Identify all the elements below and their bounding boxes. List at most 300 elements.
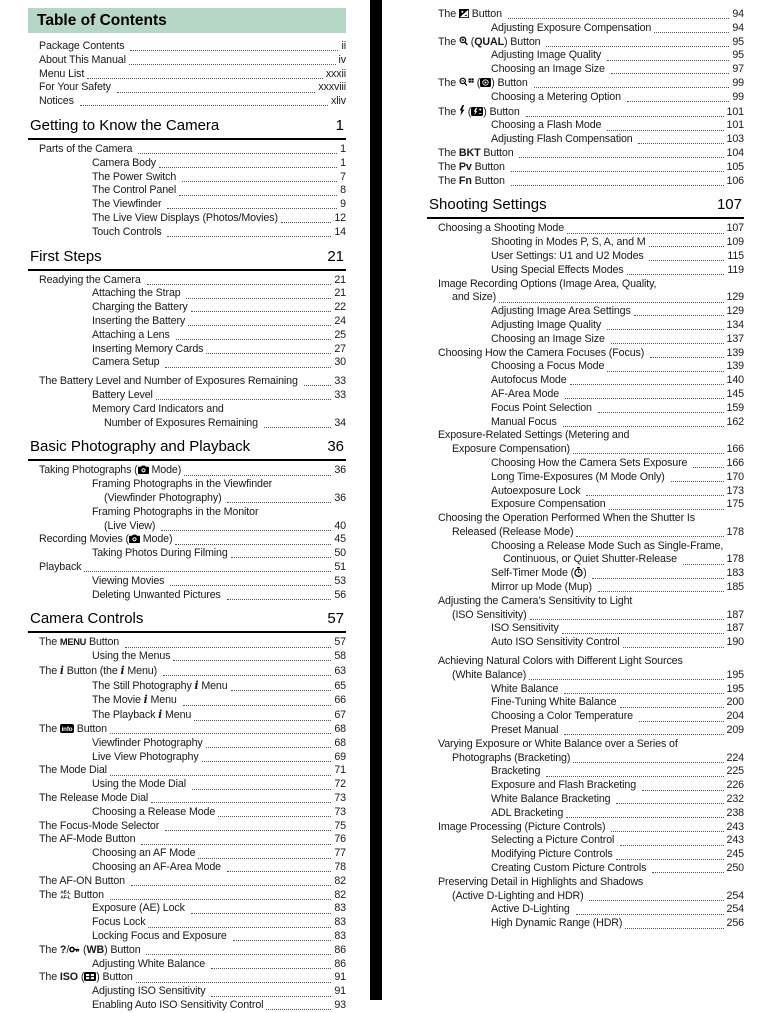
- entry-text: Menu: [147, 694, 180, 707]
- toc-entry-label: Framing Photographs in the Viewfinder: [92, 478, 273, 491]
- leader-dots: [87, 78, 323, 79]
- zoom-out-thumbnail-icon: [459, 77, 474, 87]
- toc-entry-label: (Active D-Lighting and HDR): [452, 889, 587, 902]
- toc-entry-label: Bracketing: [491, 765, 544, 778]
- toc-entry: [28, 679, 346, 694]
- leader-dots: [650, 357, 723, 358]
- page-number: 30: [334, 356, 346, 369]
- toc-entry: [427, 738, 744, 752]
- page-number: iv: [338, 53, 346, 66]
- page-number: 27: [334, 342, 346, 355]
- entry-text: Taking Photographs (: [39, 464, 138, 477]
- page-number: 33: [334, 375, 346, 388]
- toc-entry-label: (White Balance): [452, 668, 527, 681]
- page-number: 134: [726, 318, 744, 331]
- leader-dots: [191, 913, 332, 914]
- page-number: 140: [726, 374, 744, 387]
- flash-comp-icon: [471, 107, 483, 116]
- toc-section: [28, 607, 346, 1013]
- entry-text: (: [467, 35, 475, 48]
- toc-entry-label: Notices: [39, 95, 77, 108]
- button-label-token: i: [194, 678, 199, 692]
- toc-entry-label: The Control Panel: [92, 184, 177, 197]
- toc-entry: [427, 133, 744, 147]
- toc-entry: [28, 693, 346, 708]
- toc-entry-label: Exposure-Related Settings (Metering and: [438, 429, 630, 442]
- toc-entry: [427, 765, 744, 779]
- toc-entry: [28, 792, 346, 806]
- button-label-token: Fn: [458, 174, 472, 187]
- leader-dots: [529, 679, 723, 680]
- toc-entry-label: (ISO Sensitivity): [452, 608, 527, 621]
- toc-entry-label: Choosing a Shooting Mode: [438, 222, 565, 235]
- toc-section: [427, 193, 744, 931]
- toc-entry: [427, 609, 744, 623]
- toc-entry: [427, 22, 744, 36]
- page-number: 190: [726, 636, 744, 649]
- toc-entry: [28, 143, 346, 157]
- toc-entry: [28, 212, 346, 226]
- button-label-token: BKT: [458, 146, 481, 159]
- toc-entry: [28, 95, 346, 109]
- button-label-token: i: [120, 663, 125, 677]
- leader-dots: [570, 384, 724, 385]
- toc-entry-label: AF-Area Mode: [491, 387, 562, 400]
- button-label-token: MENU: [59, 637, 87, 648]
- toc-entry-label: Adjusting White Balance: [92, 957, 208, 970]
- leader-dots: [634, 315, 724, 316]
- entry-text: The: [39, 971, 60, 984]
- toc-entry-label: Exposure Compensation): [452, 443, 570, 456]
- toc-entry: [28, 723, 346, 737]
- section-heading: [28, 435, 346, 461]
- entry-text: The: [438, 35, 459, 48]
- toc-entry: [28, 561, 346, 575]
- self-timer-icon: [574, 567, 583, 577]
- toc-entry: [28, 636, 346, 650]
- page-number: 36: [334, 491, 346, 504]
- toc-entry: [427, 848, 744, 862]
- toc-entry-label: Adjusting the Camera’s Sensitivity to Light: [438, 594, 633, 607]
- toc-entry: [28, 737, 346, 751]
- toc-entry: [28, 889, 346, 903]
- toc-entry-label: Using the Menus: [92, 650, 171, 663]
- toc-entry: [427, 429, 744, 443]
- toc-entry: [28, 329, 346, 343]
- page-number: 232: [726, 793, 744, 806]
- section-page-number: 1: [335, 116, 344, 134]
- toc-entry-label: Focus Point Selection: [491, 401, 595, 414]
- entry-text: Button (the: [63, 664, 121, 677]
- leader-dots: [231, 557, 332, 558]
- toc-entry-label: Menu List: [39, 67, 85, 80]
- page-number: 77: [334, 847, 346, 860]
- leader-dots: [683, 564, 724, 565]
- page-number: 115: [727, 249, 744, 262]
- page-number: 137: [726, 332, 744, 345]
- leader-dots: [592, 578, 723, 579]
- page-number: 95: [732, 49, 744, 62]
- page-number: 103: [726, 133, 744, 146]
- thumbnail-grid-icon: [84, 972, 96, 981]
- leader-dots: [136, 982, 332, 983]
- page-number: 91: [334, 971, 346, 984]
- leader-dots: [642, 790, 724, 791]
- page-number: xliv: [331, 95, 346, 108]
- toc-entry-label: Image Recording Options (Image Area, Quality,: [438, 277, 657, 290]
- toc-entry-label: Autofocus Mode: [491, 374, 567, 387]
- leader-dots: [611, 73, 730, 74]
- toc-entry-label: Preserving Detail in Highlights and Shadows: [438, 875, 644, 888]
- section-title: Getting to Know the Camera: [30, 116, 220, 134]
- toc-left-blocks: [28, 40, 346, 1013]
- leader-dots: [231, 690, 332, 691]
- svg-text:info: info: [61, 726, 73, 734]
- leader-dots: [146, 954, 331, 955]
- section-page-number: 57: [327, 610, 344, 628]
- toc-entry: [28, 226, 346, 240]
- entry-text: Mode): [148, 464, 182, 477]
- front-matter: [28, 40, 346, 109]
- toc-entry-label: [39, 971, 133, 985]
- leader-dots: [227, 599, 332, 600]
- leader-dots: [125, 647, 331, 648]
- leader-dots: [176, 339, 332, 340]
- toc-entry: [427, 834, 744, 848]
- leader-dots: [167, 208, 337, 209]
- page-number: 75: [334, 819, 346, 832]
- leader-dots: [627, 274, 725, 275]
- toc-entry: [427, 917, 744, 931]
- toc-column-left: [28, 0, 346, 1013]
- leader-dots: [233, 940, 332, 941]
- toc-right-blocks: [427, 8, 744, 931]
- page-number: 65: [334, 679, 346, 692]
- page-number: 166: [726, 443, 744, 456]
- toc-entry: [427, 581, 744, 595]
- toc-entry: [28, 708, 346, 723]
- toc-entry: [427, 222, 744, 236]
- leader-dots: [576, 914, 724, 915]
- svg-text:AF-L: AF-L: [60, 894, 71, 899]
- entry-text: Button: [86, 636, 122, 649]
- page-number: 93: [334, 999, 346, 1012]
- leader-dots: [598, 412, 724, 413]
- toc-entry-label: Creating Custom Picture Controls: [491, 862, 650, 875]
- toc-entry: [28, 833, 346, 847]
- toc-entry: [28, 492, 346, 506]
- page-number: 204: [726, 710, 744, 723]
- leader-dots: [264, 427, 332, 428]
- toc-entry: [427, 49, 744, 63]
- page-number: 104: [726, 146, 744, 159]
- entry-text: Self-Timer Mode (: [491, 567, 575, 580]
- entry-text: Button: [480, 146, 517, 159]
- toc-entry-label: The Viewfinder: [92, 198, 165, 211]
- section-title: Camera Controls: [30, 610, 144, 628]
- leader-dots: [546, 46, 729, 47]
- page-number: 101: [726, 119, 744, 132]
- page-number: 40: [334, 519, 346, 532]
- toc-entry-label: [92, 708, 191, 723]
- toc-entry: [28, 664, 346, 679]
- section-title: First Steps: [30, 247, 102, 265]
- toc-entry-label: Taking Photos During Filming: [92, 547, 228, 560]
- leader-dots: [654, 32, 729, 33]
- leader-dots: [607, 60, 729, 61]
- toc-entry-label: White Balance: [491, 682, 562, 695]
- toc-entry-label: Camera Body: [92, 156, 157, 169]
- leader-dots: [611, 831, 723, 832]
- leader-dots: [194, 720, 331, 721]
- toc-entry: [427, 416, 744, 430]
- toc-entry-label: Choosing a Color Temperature: [491, 710, 636, 723]
- toc-entry-label: Enabling Auto ISO Sensitivity Control: [92, 999, 264, 1012]
- toc-entry: [427, 388, 744, 402]
- toc-entry-label: Choosing a Release Mode Such as Single-Frame,: [491, 539, 724, 552]
- leader-dots: [563, 426, 724, 427]
- toc-entry: [427, 876, 744, 890]
- page-number: 73: [334, 805, 346, 818]
- entry-text: ): [583, 567, 590, 580]
- page-number: 129: [726, 291, 744, 304]
- toc-entry: [28, 764, 346, 778]
- toc-entry: [427, 319, 744, 333]
- entry-text: /: [66, 943, 70, 956]
- page-number: 159: [726, 401, 744, 414]
- toc-entry: [28, 999, 346, 1013]
- leader-dots: [530, 619, 724, 620]
- page-number: 187: [726, 608, 744, 621]
- leader-dots: [167, 236, 331, 237]
- entry-text: The: [39, 723, 60, 736]
- toc-entry-label: [39, 664, 160, 679]
- leader-dots: [198, 858, 331, 859]
- toc-entry-label: Achieving Natural Colors with Different Light Sources: [438, 655, 683, 668]
- page-number: 66: [334, 694, 346, 707]
- toc-entry: [28, 971, 346, 985]
- page-number: 107: [726, 222, 744, 235]
- toc-entry: [427, 752, 744, 766]
- toc-entry: [427, 333, 744, 347]
- entry-text: Button: [73, 723, 107, 736]
- toc-entry: [427, 683, 744, 697]
- toc-entry-label: Choosing a Flash Mode: [491, 119, 605, 132]
- page-number: 82: [334, 888, 346, 901]
- section-heading: [28, 245, 346, 271]
- leader-dots: [159, 167, 337, 168]
- toc-entry: [28, 861, 346, 875]
- page-number: 139: [726, 360, 744, 373]
- toc-entry: [28, 343, 346, 357]
- toc-entry: [427, 862, 744, 876]
- toc-entry: [28, 875, 346, 889]
- leader-dots: [110, 733, 331, 734]
- page-number: 8: [340, 184, 346, 197]
- toc-entry: [427, 347, 744, 361]
- entry-text: Recording Movies (: [39, 533, 129, 546]
- page-number: 78: [334, 861, 346, 874]
- toc-entry: [427, 540, 744, 554]
- leader-dots: [304, 385, 332, 386]
- toc-entry: [427, 655, 744, 669]
- toc-entry-label: The AF-Mode Button: [39, 833, 139, 846]
- page-number: 51: [334, 560, 346, 573]
- leader-dots: [191, 311, 332, 312]
- toc-entry-label: Choosing an Image Size: [491, 63, 608, 76]
- entry-text: Button: [471, 174, 508, 187]
- toc-entry-label: (Viewfinder Photography): [104, 491, 225, 504]
- toc-entry: [427, 264, 744, 278]
- toc-section: [28, 114, 346, 240]
- leader-dots: [625, 928, 723, 929]
- page-number: 97: [732, 63, 744, 76]
- leader-dots: [165, 830, 331, 831]
- toc-entry-label: Viewfinder Photography: [92, 736, 203, 749]
- leader-dots: [138, 153, 337, 154]
- toc-entry-label: Long Time-Exposures (M Mode Only): [491, 470, 668, 483]
- toc-entry: [427, 821, 744, 835]
- leader-dots: [623, 647, 724, 648]
- entry-text: ) Button: [483, 105, 523, 118]
- page-number: 225: [726, 765, 744, 778]
- toc-entry-label: Adjusting Image Quality: [491, 49, 604, 62]
- auto-camera-icon: [129, 534, 140, 543]
- toc-entry: [427, 526, 744, 540]
- leader-dots: [129, 64, 336, 65]
- toc-entry: [28, 274, 346, 288]
- toc-entry-label: [438, 161, 508, 175]
- page-number: 68: [334, 736, 346, 749]
- leader-dots: [566, 817, 723, 818]
- leader-dots: [627, 101, 730, 102]
- page-number: 33: [334, 388, 346, 401]
- toc-entry-label: ADL Bracketing: [491, 806, 564, 819]
- leader-dots: [620, 845, 723, 846]
- toc-entry-label: Auto ISO Sensitivity Control: [491, 636, 620, 649]
- toc-entry-label: [39, 944, 143, 958]
- toc-entry-label: Inserting Memory Cards: [92, 342, 204, 355]
- page-number: 36: [334, 464, 346, 477]
- entry-text: (: [464, 105, 472, 118]
- entry-text: (: [77, 971, 85, 984]
- toc-entry: [28, 301, 346, 315]
- page-number: xxxii: [325, 67, 346, 80]
- page-number: 226: [726, 779, 744, 792]
- toc-entry-label: Continuous, or Quiet Shutter-Release: [503, 553, 680, 566]
- leader-dots: [80, 105, 328, 106]
- toc-entry-label: Choosing a Metering Option: [491, 90, 624, 103]
- toc-entry-label: Inserting the Battery: [92, 314, 186, 327]
- entry-text: The: [438, 174, 459, 187]
- ae-l-af-l-icon: [60, 889, 71, 899]
- toc-entry: [28, 930, 346, 944]
- toc-entry-label: [92, 679, 228, 694]
- toc-entry-label: [438, 77, 531, 91]
- entry-text: The: [438, 146, 459, 159]
- page-number: 76: [334, 833, 346, 846]
- toc-entry-label: Choosing an AF-Area Mode: [92, 861, 224, 874]
- page-number: 45: [334, 533, 346, 546]
- toc-entry: [28, 375, 346, 389]
- toc-entry: [28, 81, 346, 95]
- toc-entry-label: Adjusting Exposure Compensation: [491, 21, 652, 34]
- entry-text: The Playback: [92, 709, 159, 722]
- toc-entry-label: Fine-Tuning White Balance: [491, 696, 617, 709]
- toc-entry: [427, 77, 744, 91]
- leader-dots: [620, 707, 724, 708]
- page-number: 195: [726, 668, 744, 681]
- leader-dots: [266, 1009, 331, 1010]
- toc-entry: [28, 575, 346, 589]
- toc-entry-label: Preset Manual: [491, 724, 562, 737]
- button-label-token: i: [143, 693, 148, 707]
- leader-dots: [130, 50, 338, 51]
- page-number: 9: [340, 198, 346, 211]
- toc-entry-label: Choosing How the Camera Focuses (Focus): [438, 346, 648, 359]
- page-number: 58: [334, 650, 346, 663]
- toc-entry-label: Modifying Picture Controls: [491, 848, 613, 861]
- toc-entry: [427, 903, 744, 917]
- toc-entry: [427, 807, 744, 821]
- page-number: 109: [726, 236, 744, 249]
- toc-entry: [427, 498, 744, 512]
- toc-entry-label: The Release Mode Dial: [39, 792, 149, 805]
- toc-entry: [28, 506, 346, 520]
- page-number: 95: [732, 35, 744, 48]
- page-number: 86: [334, 943, 346, 956]
- toc-entry: [28, 944, 346, 958]
- toc-entry: [28, 820, 346, 834]
- leader-dots: [598, 591, 724, 592]
- page-number: 183: [726, 567, 744, 580]
- toc-entry: [427, 622, 744, 636]
- toc-entry-label: The Live View Displays (Photos/Movies): [92, 211, 278, 224]
- leader-dots: [562, 633, 724, 634]
- leader-dots: [183, 705, 332, 706]
- page-number: 63: [334, 664, 346, 677]
- toc-entry-label: Touch Controls: [92, 225, 165, 238]
- toc-entry-label: Package Contents: [39, 40, 128, 52]
- toc-entry: [28, 958, 346, 972]
- section-heading: [28, 607, 346, 633]
- toc-entry-label: Focus Lock: [92, 916, 146, 929]
- toc-entry-label: User Settings: U1 and U2 Modes: [491, 249, 647, 262]
- toc-entry-label: Deleting Unwanted Pictures: [92, 588, 224, 601]
- page-number: 162: [726, 415, 744, 428]
- leader-dots: [163, 675, 331, 676]
- page-number: 106: [726, 174, 744, 187]
- entry-text: The: [438, 8, 459, 20]
- toc-entry-label: High Dynamic Range (HDR): [491, 917, 623, 930]
- toc-entry: [427, 724, 744, 738]
- toc-entry-label: Selecting a Picture Control: [491, 834, 618, 847]
- toc-entry: [427, 512, 744, 526]
- entry-text: ) Button: [504, 35, 544, 48]
- toc-entry: [28, 751, 346, 765]
- toc-entry-label: [438, 8, 505, 22]
- toc-entry-label: Adjusting Flash Compensation: [491, 133, 636, 146]
- page-number: 256: [726, 917, 744, 930]
- toc-section: [28, 435, 346, 602]
- toc-entry-label: [39, 464, 181, 478]
- entry-text: Button: [468, 8, 505, 20]
- leader-dots: [170, 585, 331, 586]
- leader-dots: [161, 530, 331, 531]
- toc-entry: [427, 63, 744, 77]
- leader-dots: [649, 260, 724, 261]
- page-number: 178: [726, 553, 744, 566]
